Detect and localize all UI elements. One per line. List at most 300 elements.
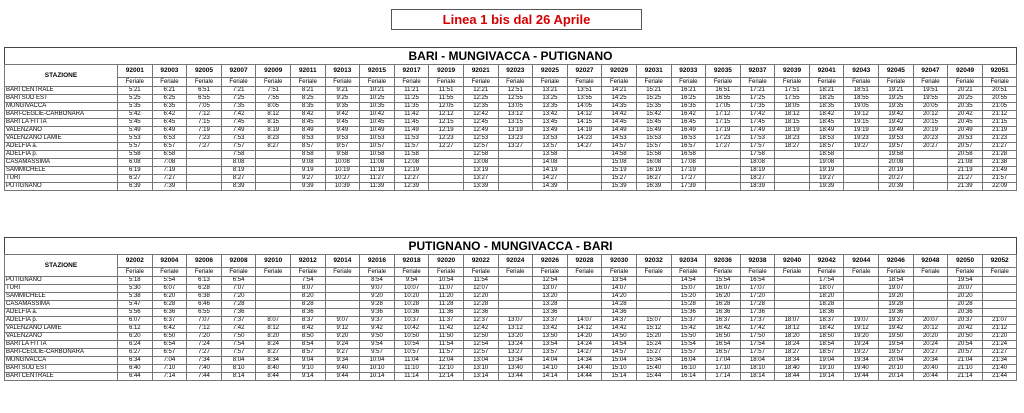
departure-time: 6:13 bbox=[187, 277, 222, 285]
departure-time bbox=[187, 151, 222, 159]
departure-time: 13:34 bbox=[498, 357, 533, 365]
train-number: 92022 bbox=[463, 255, 498, 268]
day-type-label: Feriale bbox=[498, 78, 533, 87]
departure-time: 16:45 bbox=[671, 119, 706, 127]
departure-time: 17:04 bbox=[706, 357, 741, 365]
departure-time: 16:42 bbox=[706, 325, 741, 333]
departure-time: 6:51 bbox=[187, 87, 222, 95]
train-number: 92048 bbox=[913, 255, 948, 268]
train-number: 92014 bbox=[325, 255, 360, 268]
day-type-label: Feriale bbox=[429, 268, 464, 277]
station-name: ADELFIA a. bbox=[5, 143, 118, 151]
day-type-label: Feriale bbox=[706, 268, 741, 277]
day-type-label: Feriale bbox=[221, 78, 256, 87]
departure-time: 13:14 bbox=[463, 373, 498, 381]
departure-time: 5:30 bbox=[118, 285, 153, 293]
departure-time: 6:49 bbox=[152, 127, 187, 135]
departure-time: 15:07 bbox=[671, 285, 706, 293]
day-type-label: Feriale bbox=[394, 268, 429, 277]
departure-time: 9:44 bbox=[325, 373, 360, 381]
day-type-label: Feriale bbox=[325, 78, 360, 87]
departure-time: 9:20 bbox=[360, 293, 395, 301]
departure-time bbox=[913, 159, 948, 167]
departure-time: 8:42 bbox=[290, 111, 325, 119]
departure-time: 14:54 bbox=[671, 277, 706, 285]
departure-time: 19:55 bbox=[913, 95, 948, 103]
section-title-outbound: BARI - MUNGIVACCA - PUTIGNANO bbox=[4, 47, 1017, 65]
day-type-label: Feriale bbox=[636, 268, 671, 277]
departure-time: 7:20 bbox=[221, 293, 256, 301]
departure-time: 15:58 bbox=[636, 151, 671, 159]
departure-time: 6:28 bbox=[152, 301, 187, 309]
departure-time: 19:42 bbox=[879, 111, 914, 119]
departure-time: 18:12 bbox=[775, 325, 810, 333]
departure-time bbox=[775, 285, 810, 293]
departure-time: 16:35 bbox=[671, 103, 706, 111]
day-type-label: Feriale bbox=[498, 268, 533, 277]
departure-time: 20:20 bbox=[913, 333, 948, 341]
departure-time: 20:20 bbox=[948, 293, 983, 301]
departure-time bbox=[775, 277, 810, 285]
departure-time: 14:34 bbox=[567, 357, 602, 365]
departure-time: 20:37 bbox=[948, 317, 983, 325]
table-row bbox=[5, 159, 1017, 167]
departure-time: 12:54 bbox=[533, 277, 568, 285]
departure-time bbox=[498, 183, 533, 191]
departure-time: 19:40 bbox=[844, 365, 879, 373]
departure-time: 8:39 bbox=[221, 183, 256, 191]
day-type-label: Feriale bbox=[118, 78, 153, 87]
departure-time: 10:28 bbox=[394, 301, 429, 309]
departure-time: 13:57 bbox=[533, 349, 568, 357]
departure-time: 13:05 bbox=[498, 103, 533, 111]
station-name: PUTIGNANO bbox=[5, 277, 118, 285]
departure-time: 6:21 bbox=[152, 87, 187, 95]
departure-time: 15:28 bbox=[671, 301, 706, 309]
station-name: BARI-CEGLIE-CARBONARA bbox=[5, 349, 118, 357]
departure-time: 7:50 bbox=[221, 333, 256, 341]
departure-time: 21:24 bbox=[982, 341, 1017, 349]
departure-time: 6:50 bbox=[152, 333, 187, 341]
departure-time: 14:24 bbox=[567, 341, 602, 349]
departure-time: 9:40 bbox=[325, 365, 360, 373]
departure-time: 7:39 bbox=[152, 183, 187, 191]
departure-time: 20:07 bbox=[913, 317, 948, 325]
departure-time: 7:20 bbox=[187, 333, 222, 341]
departure-time: 8:50 bbox=[290, 333, 325, 341]
departure-time: 10:04 bbox=[360, 357, 395, 365]
departure-time: 7:15 bbox=[187, 119, 222, 127]
departure-time: 12:51 bbox=[498, 87, 533, 95]
departure-time: 21:27 bbox=[982, 143, 1017, 151]
departure-time: 18:39 bbox=[740, 183, 775, 191]
departure-time: 11:51 bbox=[429, 87, 464, 95]
departure-time: 10:42 bbox=[360, 111, 395, 119]
departure-time: 7:23 bbox=[187, 135, 222, 143]
departure-time: 12:57 bbox=[463, 143, 498, 151]
departure-time: 17:36 bbox=[740, 309, 775, 317]
departure-time: 14:27 bbox=[533, 175, 568, 183]
departure-time: 14:21 bbox=[602, 87, 637, 95]
departure-time: 6:27 bbox=[118, 349, 153, 357]
departure-time: 20:27 bbox=[879, 175, 914, 183]
departure-time bbox=[567, 151, 602, 159]
departure-time bbox=[844, 159, 879, 167]
departure-time: 12:14 bbox=[429, 373, 464, 381]
departure-time: 12:57 bbox=[463, 349, 498, 357]
day-type-label: Feriale bbox=[636, 78, 671, 87]
departure-time: 13:51 bbox=[567, 87, 602, 95]
departure-time: 20:27 bbox=[913, 143, 948, 151]
departure-time: 18:07 bbox=[775, 317, 810, 325]
departure-time bbox=[256, 183, 291, 191]
departure-time: 18:25 bbox=[809, 95, 844, 103]
departure-time: 7:21 bbox=[221, 87, 256, 95]
day-type-label: Feriale bbox=[844, 268, 879, 277]
departure-time bbox=[844, 277, 879, 285]
departure-time: 13:35 bbox=[533, 103, 568, 111]
departure-time: 19:49 bbox=[879, 127, 914, 135]
departure-time bbox=[775, 301, 810, 309]
departure-time: 12:27 bbox=[394, 175, 429, 183]
departure-time: 12:27 bbox=[429, 143, 464, 151]
departure-time: 16:20 bbox=[706, 293, 741, 301]
departure-time: 18:14 bbox=[740, 373, 775, 381]
departure-time: 21:38 bbox=[982, 159, 1017, 167]
departure-time bbox=[498, 277, 533, 285]
departure-time: 14:42 bbox=[602, 325, 637, 333]
station-name: CASAMASSIMA bbox=[5, 301, 118, 309]
day-type-label: Feriale bbox=[602, 268, 637, 277]
departure-time: 6:36 bbox=[152, 309, 187, 317]
departure-time: 20:39 bbox=[879, 183, 914, 191]
departure-time: 7:35 bbox=[221, 103, 256, 111]
departure-time: 13:25 bbox=[533, 95, 568, 103]
day-type-label: Feriale bbox=[671, 268, 706, 277]
departure-time: 7:10 bbox=[152, 365, 187, 373]
departure-time bbox=[256, 159, 291, 167]
departure-time: 12:53 bbox=[463, 135, 498, 143]
departure-time: 5:25 bbox=[118, 95, 153, 103]
departure-time: 8:27 bbox=[256, 349, 291, 357]
departure-time: 13:54 bbox=[533, 341, 568, 349]
station-name: TURI bbox=[5, 285, 118, 293]
departure-time: 7:54 bbox=[221, 341, 256, 349]
departure-time: 7:42 bbox=[221, 325, 256, 333]
departure-time: 14:40 bbox=[567, 365, 602, 373]
departure-time: 18:58 bbox=[809, 151, 844, 159]
departure-time: 14:14 bbox=[533, 373, 568, 381]
departure-time: 11:36 bbox=[429, 309, 464, 317]
departure-time: 19:12 bbox=[844, 325, 879, 333]
day-type-label: Feriale bbox=[740, 268, 775, 277]
departure-time: 9:39 bbox=[290, 183, 325, 191]
day-type-label: Feriale bbox=[602, 78, 637, 87]
departure-time: 9:25 bbox=[325, 95, 360, 103]
departure-time: 8:07 bbox=[256, 317, 291, 325]
departure-time: 21:27 bbox=[982, 349, 1017, 357]
departure-time: 13:44 bbox=[498, 373, 533, 381]
departure-time: 9:37 bbox=[360, 317, 395, 325]
departure-time: 13:58 bbox=[533, 151, 568, 159]
departure-time: 19:24 bbox=[844, 341, 879, 349]
train-number: 92025 bbox=[533, 65, 568, 78]
departure-time: 5:45 bbox=[118, 119, 153, 127]
table-row bbox=[5, 95, 1017, 103]
departure-time: 19:07 bbox=[879, 285, 914, 293]
train-number: 92017 bbox=[394, 65, 429, 78]
departure-time bbox=[636, 277, 671, 285]
departure-time: 14:54 bbox=[602, 341, 637, 349]
departure-time: 10:20 bbox=[394, 293, 429, 301]
departure-time bbox=[775, 175, 810, 183]
departure-time: 5:35 bbox=[118, 103, 153, 111]
departure-time: 12:58 bbox=[463, 151, 498, 159]
departure-time: 18:51 bbox=[844, 87, 879, 95]
departure-time: 13:23 bbox=[498, 135, 533, 143]
departure-time: 7:51 bbox=[256, 87, 291, 95]
departure-time: 21:12 bbox=[982, 111, 1017, 119]
station-name: MUNGIVACCA bbox=[5, 103, 118, 111]
departure-time: 11:37 bbox=[429, 317, 464, 325]
departure-time: 18:54 bbox=[879, 277, 914, 285]
train-number: 92046 bbox=[879, 255, 914, 268]
departure-time bbox=[567, 159, 602, 167]
departure-time bbox=[982, 293, 1017, 301]
departure-time: 11:50 bbox=[429, 333, 464, 341]
departure-time: 5:21 bbox=[118, 87, 153, 95]
departure-time: 9:54 bbox=[360, 341, 395, 349]
departure-time: 12:04 bbox=[429, 357, 464, 365]
departure-time: 12:50 bbox=[463, 333, 498, 341]
departure-time: 20:51 bbox=[982, 87, 1017, 95]
departure-time: 14:28 bbox=[602, 301, 637, 309]
departure-time: 14:37 bbox=[602, 317, 637, 325]
departure-time bbox=[567, 175, 602, 183]
departure-time: 19:42 bbox=[879, 119, 914, 127]
departure-time: 10:07 bbox=[394, 285, 429, 293]
departure-time: 16:42 bbox=[671, 111, 706, 119]
departure-time: 18:04 bbox=[740, 357, 775, 365]
departure-time bbox=[706, 167, 741, 175]
departure-time: 9:21 bbox=[325, 87, 360, 95]
station-name: SAMMICHELE bbox=[5, 293, 118, 301]
departure-time: 16:57 bbox=[706, 349, 741, 357]
departure-time: 20:04 bbox=[879, 357, 914, 365]
departure-time: 11:10 bbox=[394, 365, 429, 373]
departure-time: 10:53 bbox=[360, 135, 395, 143]
departure-time: 6:44 bbox=[118, 373, 153, 381]
train-number: 92033 bbox=[671, 65, 706, 78]
departure-time: 18:19 bbox=[775, 127, 810, 135]
day-type-label: Feriale bbox=[567, 268, 602, 277]
departure-time: 10:49 bbox=[360, 127, 395, 135]
departure-time: 9:20 bbox=[325, 333, 360, 341]
departure-time bbox=[636, 301, 671, 309]
departure-time: 14:53 bbox=[602, 135, 637, 143]
train-number: 92035 bbox=[706, 65, 741, 78]
departure-time: 7:57 bbox=[221, 349, 256, 357]
departure-time: 17:57 bbox=[740, 349, 775, 357]
train-number: 92012 bbox=[290, 255, 325, 268]
departure-time: 18:12 bbox=[775, 111, 810, 119]
departure-time: 15:42 bbox=[636, 111, 671, 119]
train-number: 92023 bbox=[498, 65, 533, 78]
departure-time: 19:27 bbox=[844, 349, 879, 357]
departure-time: 6:37 bbox=[152, 317, 187, 325]
departure-time: 19:23 bbox=[844, 135, 879, 143]
departure-time: 20:12 bbox=[913, 325, 948, 333]
departure-time bbox=[706, 159, 741, 167]
station-column-header: STAZIONE bbox=[5, 65, 118, 87]
departure-time: 15:35 bbox=[636, 103, 671, 111]
day-type-label: Feriale bbox=[809, 268, 844, 277]
train-number: 92020 bbox=[429, 255, 464, 268]
departure-time: 6:34 bbox=[118, 357, 153, 365]
departure-time: 6:07 bbox=[152, 285, 187, 293]
station-name: BARI LA FITTA bbox=[5, 119, 118, 127]
departure-time: 8:35 bbox=[290, 103, 325, 111]
departure-time: 20:35 bbox=[948, 103, 983, 111]
station-name: VALENZANO bbox=[5, 127, 118, 135]
departure-time bbox=[844, 309, 879, 317]
departure-time: 8:19 bbox=[221, 167, 256, 175]
departure-time: 20:12 bbox=[913, 111, 948, 119]
train-number: 92031 bbox=[636, 65, 671, 78]
day-type-label: Feriale bbox=[463, 268, 498, 277]
departure-time: 21:20 bbox=[982, 333, 1017, 341]
departure-time: 17:28 bbox=[740, 301, 775, 309]
train-number: 92040 bbox=[775, 255, 810, 268]
departure-time: 8:05 bbox=[256, 103, 291, 111]
departure-time: 12:19 bbox=[394, 167, 429, 175]
departure-time bbox=[429, 175, 464, 183]
departure-time: 13:15 bbox=[498, 119, 533, 127]
train-number: 92021 bbox=[463, 65, 498, 78]
train-number: 92011 bbox=[290, 65, 325, 78]
table-row bbox=[5, 151, 1017, 159]
departure-time: 18:21 bbox=[809, 87, 844, 95]
departure-time: 17:27 bbox=[671, 175, 706, 183]
departure-time: 16:57 bbox=[671, 143, 706, 151]
departure-time: 5:56 bbox=[118, 309, 153, 317]
departure-time: 6:58 bbox=[152, 151, 187, 159]
departure-time bbox=[706, 175, 741, 183]
departure-time: 15:10 bbox=[602, 365, 637, 373]
departure-time: 11:49 bbox=[394, 127, 429, 135]
departure-time: 8:53 bbox=[290, 135, 325, 143]
departure-time: 9:07 bbox=[360, 285, 395, 293]
departure-time bbox=[567, 293, 602, 301]
departure-time: 19:34 bbox=[844, 357, 879, 365]
departure-time: 13:12 bbox=[498, 111, 533, 119]
departure-time: 9:45 bbox=[325, 119, 360, 127]
departure-time: 20:23 bbox=[913, 135, 948, 143]
departure-time: 21:23 bbox=[982, 135, 1017, 143]
departure-time bbox=[429, 151, 464, 159]
day-type-label: Feriale bbox=[394, 78, 429, 87]
departure-time: 14:44 bbox=[567, 373, 602, 381]
departure-time bbox=[982, 277, 1017, 285]
departure-time: 20:25 bbox=[948, 95, 983, 103]
departure-time: 13:42 bbox=[533, 111, 568, 119]
departure-time bbox=[706, 151, 741, 159]
departure-time: 20:54 bbox=[948, 341, 983, 349]
departure-time bbox=[775, 293, 810, 301]
departure-time: 13:12 bbox=[498, 325, 533, 333]
departure-time: 15:53 bbox=[636, 135, 671, 143]
departure-time: 15:57 bbox=[671, 349, 706, 357]
departure-time: 20:24 bbox=[913, 341, 948, 349]
departure-time: 8:54 bbox=[290, 341, 325, 349]
departure-time: 19:28 bbox=[879, 301, 914, 309]
departure-time: 20:19 bbox=[879, 167, 914, 175]
departure-time: 17:14 bbox=[706, 373, 741, 381]
departure-time: 21:15 bbox=[982, 119, 1017, 127]
train-number: 92032 bbox=[636, 255, 671, 268]
departure-time: 9:34 bbox=[325, 357, 360, 365]
departure-time bbox=[498, 285, 533, 293]
departure-time: 19:20 bbox=[879, 293, 914, 301]
departure-time: 14:45 bbox=[602, 119, 637, 127]
day-type-label: Feriale bbox=[152, 268, 187, 277]
departure-time: 17:55 bbox=[775, 95, 810, 103]
station-name: ADELFIA p. bbox=[5, 151, 118, 159]
departure-time: 6:46 bbox=[187, 301, 222, 309]
departure-time: 7:04 bbox=[152, 357, 187, 365]
departure-time: 8:04 bbox=[221, 357, 256, 365]
departure-time: 7:49 bbox=[221, 127, 256, 135]
departure-time: 6:07 bbox=[118, 317, 153, 325]
header-row-train-numbers bbox=[5, 255, 1017, 268]
departure-time: 14:36 bbox=[602, 309, 637, 317]
departure-time: 14:07 bbox=[602, 285, 637, 293]
train-number: 92043 bbox=[844, 65, 879, 78]
departure-time: 21:04 bbox=[948, 357, 983, 365]
departure-time: 9:08 bbox=[290, 159, 325, 167]
departure-time: 7:45 bbox=[221, 119, 256, 127]
station-name: ADELFIA p. bbox=[5, 317, 118, 325]
departure-time bbox=[636, 285, 671, 293]
departure-time: 18:20 bbox=[809, 293, 844, 301]
departure-time: 17:37 bbox=[740, 317, 775, 325]
departure-time: 11:54 bbox=[429, 341, 464, 349]
departure-time: 14:57 bbox=[602, 143, 637, 151]
departure-time bbox=[913, 175, 948, 183]
day-type-label: Feriale bbox=[533, 78, 568, 87]
departure-time: 13:49 bbox=[533, 127, 568, 135]
station-name: BARI CENTRALE bbox=[5, 373, 118, 381]
departure-time bbox=[567, 167, 602, 175]
departure-time: 11:27 bbox=[360, 175, 395, 183]
train-number: 92038 bbox=[740, 255, 775, 268]
departure-time: 17:10 bbox=[706, 365, 741, 373]
departure-time: 14:19 bbox=[533, 167, 568, 175]
departure-time: 20:10 bbox=[879, 365, 914, 373]
train-number: 92036 bbox=[706, 255, 741, 268]
departure-time: 19:44 bbox=[844, 373, 879, 381]
train-number: 92007 bbox=[221, 65, 256, 78]
departure-time: 6:27 bbox=[118, 175, 153, 183]
departure-time bbox=[913, 301, 948, 309]
departure-time: 14:20 bbox=[602, 293, 637, 301]
departure-time: 17:45 bbox=[740, 119, 775, 127]
departure-time bbox=[913, 293, 948, 301]
departure-time bbox=[256, 309, 291, 317]
departure-time: 18:27 bbox=[740, 175, 775, 183]
departure-time: 6:20 bbox=[152, 293, 187, 301]
departure-time bbox=[498, 301, 533, 309]
